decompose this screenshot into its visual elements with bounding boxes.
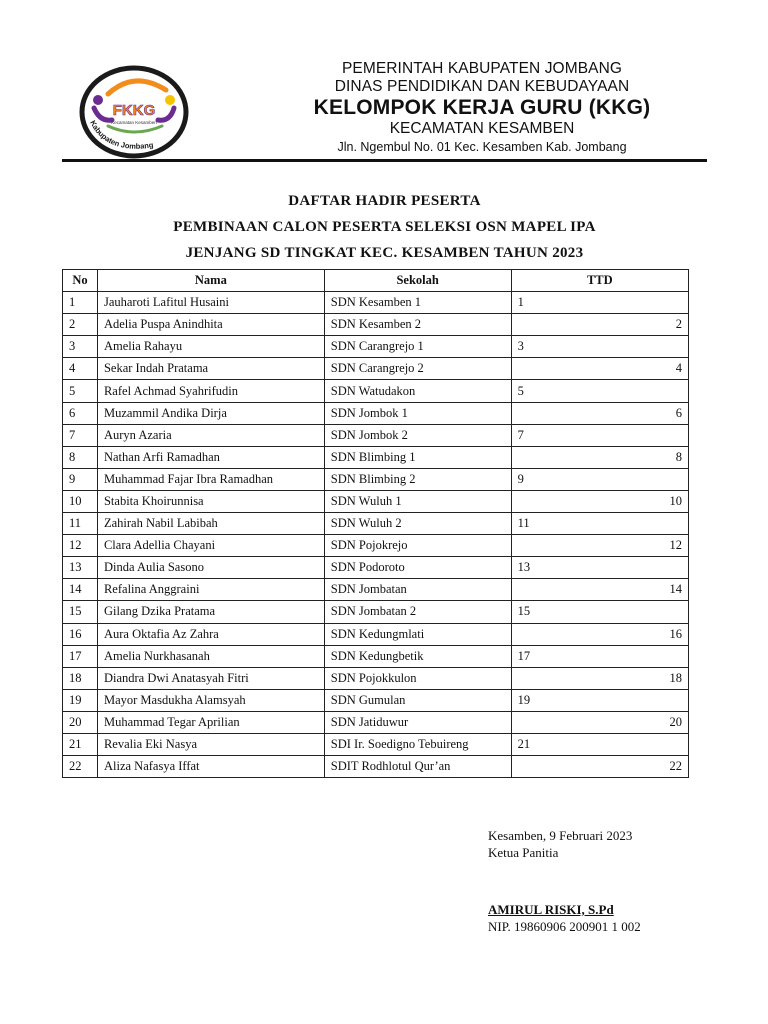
cell-no: 19: [63, 689, 98, 711]
cell-school: SDN Kesamben 1: [324, 292, 511, 314]
cell-school: SDN Jombok 1: [324, 402, 511, 424]
cell-no: 22: [63, 756, 98, 778]
cell-school: SDN Wuluh 2: [324, 513, 511, 535]
header-school: Sekolah: [324, 270, 511, 292]
cell-name: Muhammad Fajar Ibra Ramadhan: [97, 468, 324, 490]
table-row: [63, 336, 689, 358]
cell-school: SDN Pojokrejo: [324, 535, 511, 557]
cell-no: 16: [63, 623, 98, 645]
table-row: [63, 557, 689, 579]
cell-ttd: 4: [511, 358, 688, 380]
cell-ttd: 5: [511, 380, 688, 402]
cell-name: Rafel Achmad Syahrifudin: [97, 380, 324, 402]
cell-no: 20: [63, 711, 98, 733]
cell-school: SDN Kedungbetik: [324, 645, 511, 667]
table-row: [63, 402, 689, 424]
cell-name: Muzammil Andika Dirja: [97, 402, 324, 424]
title-line-2: PEMBINAAN CALON PESERTA SELEKSI OSN MAPEL IPA: [173, 219, 596, 235]
cell-ttd: 10: [511, 490, 688, 512]
table-row: [63, 513, 689, 535]
table-row: [63, 314, 689, 336]
cell-ttd: 19: [511, 689, 688, 711]
title-line-3: JENJANG SD TINGKAT KEC. KESAMBEN TAHUN 2023: [185, 245, 584, 261]
cell-name: Diandra Dwi Anatasyah Fitri: [97, 667, 324, 689]
cell-school: SDN Jombatan: [324, 579, 511, 601]
cell-no: 13: [63, 557, 98, 579]
signature-place-date: Kesamben, 9 Februari 2023: [488, 828, 633, 843]
cell-no: 7: [63, 424, 98, 446]
table-row: [63, 601, 689, 623]
table-row: [63, 490, 689, 512]
cell-name: Adelia Puspa Anindhita: [97, 314, 324, 336]
cell-school: SDN Watudakon: [324, 380, 511, 402]
signature-block: [488, 827, 641, 935]
logo-sub-text: Kecamatan Kesamben: [111, 120, 157, 125]
header-name: Nama: [97, 270, 324, 292]
table-row: [63, 689, 689, 711]
cell-name: Stabita Khoirunnisa: [97, 490, 324, 512]
cell-no: 9: [63, 468, 98, 490]
cell-school: SDN Jatiduwur: [324, 711, 511, 733]
cell-no: 4: [63, 358, 98, 380]
cell-ttd: 1: [511, 292, 688, 314]
logo-text: FKKG: [112, 102, 156, 119]
cell-name: Amelia Rahayu: [97, 336, 324, 358]
cell-school: SDN Jombok 2: [324, 424, 511, 446]
table-row: [63, 292, 689, 314]
logo-arc-text: Kabupaten Jombang: [88, 118, 154, 151]
table-row: [63, 358, 689, 380]
cell-school: SDI Ir. Soedigno Tebuireng: [324, 733, 511, 755]
cell-name: Muhammad Tegar Aprilian: [97, 711, 324, 733]
cell-ttd: 15: [511, 601, 688, 623]
cell-ttd: 8: [511, 446, 688, 468]
cell-no: 1: [63, 292, 98, 314]
letterhead-divider: [62, 159, 707, 162]
document-titles: [62, 190, 707, 268]
letterhead-org-name: KELOMPOK KERJA GURU (KKG): [313, 96, 651, 119]
cell-no: 2: [63, 314, 98, 336]
signature-name: AMIRUL RISKI, S.Pd: [488, 902, 614, 917]
cell-school: SDN Jombatan 2: [324, 601, 511, 623]
cell-name: Gilang Dzika Pratama: [97, 601, 324, 623]
cell-no: 8: [63, 446, 98, 468]
cell-ttd: 21: [511, 733, 688, 755]
letterhead-line-2: DINAS PENDIDIKAN DAN KEBUDAYAAN: [334, 78, 630, 95]
cell-name: Sekar Indah Pratama: [97, 358, 324, 380]
table-row: [63, 711, 689, 733]
table-row: [63, 756, 689, 778]
cell-ttd: 14: [511, 579, 688, 601]
cell-name: Aliza Nafasya Iffat: [97, 756, 324, 778]
cell-name: Mayor Masdukha Alamsyah: [97, 689, 324, 711]
table-header-row: [63, 270, 689, 292]
cell-school: SDN Blimbing 2: [324, 468, 511, 490]
cell-name: Refalina Anggraini: [97, 579, 324, 601]
cell-ttd: 16: [511, 623, 688, 645]
table-row: [63, 424, 689, 446]
cell-no: 12: [63, 535, 98, 557]
cell-ttd: 3: [511, 336, 688, 358]
cell-ttd: 13: [511, 557, 688, 579]
cell-no: 5: [63, 380, 98, 402]
cell-school: SDN Kedungmlati: [324, 623, 511, 645]
cell-ttd: 2: [511, 314, 688, 336]
cell-name: Zahirah Nabil Labibah: [97, 513, 324, 535]
cell-school: SDN Pojokkulon: [324, 667, 511, 689]
cell-no: 3: [63, 336, 98, 358]
cell-name: Aura Oktafia Az Zahra: [97, 623, 324, 645]
cell-no: 11: [63, 513, 98, 535]
cell-ttd: 9: [511, 468, 688, 490]
cell-no: 14: [63, 579, 98, 601]
cell-no: 15: [63, 601, 98, 623]
cell-name: Nathan Arfi Ramadhan: [97, 446, 324, 468]
cell-name: Revalia Eki Nasya: [97, 733, 324, 755]
cell-school: SDN Wuluh 1: [324, 490, 511, 512]
letterhead-district: KECAMATAN KESAMBEN: [389, 120, 575, 137]
header-no: No: [63, 270, 98, 292]
letterhead-address: Jln. Ngembul No. 01 Kec. Kesamben Kab. Jombang: [337, 140, 627, 154]
table-row: [63, 535, 689, 557]
cell-name: Dinda Aulia Sasono: [97, 557, 324, 579]
kkg-logo: [78, 64, 190, 160]
cell-school: SDN Blimbing 1: [324, 446, 511, 468]
cell-name: Clara Adellia Chayani: [97, 535, 324, 557]
signature-nip: NIP. 19860906 200901 1 002: [488, 919, 641, 934]
cell-name: Jauharoti Lafitul Husaini: [97, 292, 324, 314]
cell-no: 6: [63, 402, 98, 424]
cell-no: 17: [63, 645, 98, 667]
cell-ttd: 22: [511, 756, 688, 778]
attendance-table: [62, 269, 689, 778]
table-row: [63, 733, 689, 755]
table-row: [63, 579, 689, 601]
cell-school: SDN Carangrejo 2: [324, 358, 511, 380]
cell-ttd: 17: [511, 645, 688, 667]
cell-ttd: 12: [511, 535, 688, 557]
cell-name: Amelia Nurkhasanah: [97, 645, 324, 667]
table-row: [63, 446, 689, 468]
header-ttd: TTD: [511, 270, 688, 292]
table-row: [63, 623, 689, 645]
signature-role: Ketua Panitia: [488, 845, 559, 860]
cell-ttd: 6: [511, 402, 688, 424]
cell-school: SDN Carangrejo 1: [324, 336, 511, 358]
cell-ttd: 18: [511, 667, 688, 689]
cell-school: SDN Gumulan: [324, 689, 511, 711]
cell-name: Auryn Azaria: [97, 424, 324, 446]
table-row: [63, 380, 689, 402]
table-row: [63, 667, 689, 689]
cell-ttd: 11: [511, 513, 688, 535]
cell-ttd: 7: [511, 424, 688, 446]
cell-school: SDN Podoroto: [324, 557, 511, 579]
cell-no: 21: [63, 733, 98, 755]
cell-school: SDN Kesamben 2: [324, 314, 511, 336]
title-line-1: DAFTAR HADIR PESERTA: [288, 193, 481, 209]
letterhead-line-1: PEMERINTAH KABUPATEN JOMBANG: [341, 60, 623, 77]
letterhead: [262, 60, 702, 155]
cell-school: SDIT Rodhlotul Qur’an: [324, 756, 511, 778]
cell-ttd: 20: [511, 711, 688, 733]
table-row: [63, 645, 689, 667]
cell-no: 10: [63, 490, 98, 512]
cell-no: 18: [63, 667, 98, 689]
table-row: [63, 468, 689, 490]
